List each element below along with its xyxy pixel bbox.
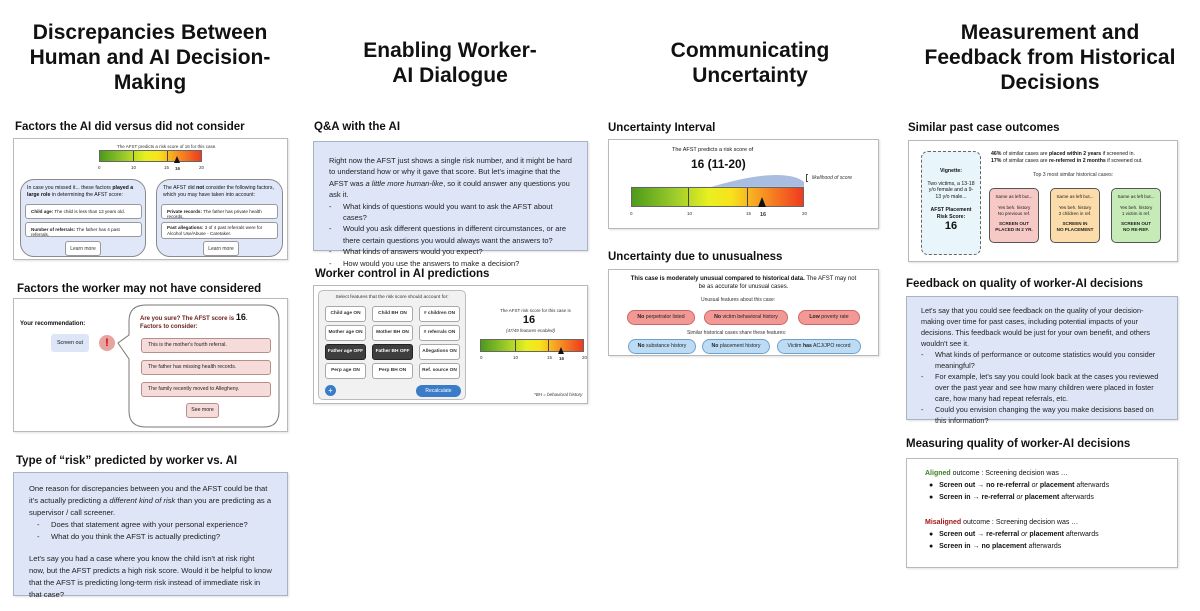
recommendation-label: Your recommendation: [20,321,86,327]
footnote: *BH = behavioral history [534,392,583,397]
section-heading: Type of “risk” predicted by worker vs. AI [16,455,238,467]
factor-item: Private records: The father has private health records. [161,204,278,219]
recalculate-button[interactable]: Recalculate [416,385,461,397]
column-measurement [900,0,1200,611]
top3-label: Top 3 most similar historical cases: [1033,172,1114,178]
section-heading: Q&A with the AI [314,121,401,133]
intro-text: consider the following factors, which you may have taken into account: [163,185,274,198]
risk-type-panel [13,472,288,599]
marker-label: 16 [760,212,767,218]
measuring-panel [906,458,1178,568]
column-uncertainty [600,0,900,611]
similar-case-card: Same as left but... Yes beh. history No previous ref. SCREEN OUT PLACED IN 2 YR. [989,188,1039,243]
risk-score: 16 [522,314,536,326]
tick-label: 15 [547,355,553,360]
column-title: Measurement and Feedback from Historical Decisions [924,21,1176,94]
risk-gauge [480,339,584,352]
outcome-stats: 46% of similar cases are placed within 2 years if screened in. 17% of similar cases are re-referred in 2 months if screened out. [991,151,1143,164]
tick-label: 0 [630,211,633,216]
score-interval: 16 (11-20) [691,157,746,171]
intro-bold: not [196,185,205,191]
score-marker-icon [558,347,564,354]
see-more-button[interactable]: See more [186,403,219,418]
factor-item: Child age: The child is less than 13 years old. [25,204,142,219]
feature-toggle[interactable]: Child BH ON [372,306,413,322]
similar-label: Similar historical cases share these features: [687,330,787,336]
likelihood-label: likelihood of score [812,175,853,181]
score-caption: The AFST risk score for this case is [500,308,571,313]
tick-label: 20 [199,165,205,170]
uncertainty-interval-panel [608,139,879,229]
add-feature-button[interactable]: + [325,385,336,396]
factors-ai-panel [13,138,288,260]
risk-gauge [631,187,804,207]
likelihood-bracket-icon [806,174,808,182]
similar-feature: No placement history [702,339,770,354]
unusual-lead: This case is moderately unusual compared to historical data. The AFST may not be as accurate for unusual cases. [630,276,857,290]
select-label: Select features that the risk score should account for: [335,295,449,300]
section-heading: Factors the AI did versus did not consider [15,121,245,133]
intro-text: in determining the AFST score: [50,192,123,198]
bullet: - For example, let's say you could look back at the cases you reviewed over the past year and see how many children were placed in foster care, how many had repeat referrals, etc. [921,371,1165,404]
aligned-heading: Aligned outcome : Screening decision was … [925,470,1068,477]
vignette-score: 16 [944,220,958,232]
intro-text: In case you missed it... these factors [27,185,113,191]
gauge-caption: The AFST predicts a risk score of 16 for this case. [117,144,217,149]
tick-label: 20 [802,211,808,216]
feature-toggle[interactable]: Perp age ON [325,363,366,379]
similar-feature: Victim has ACJ/JPO record [777,339,861,354]
section-heading: Factors the worker may not have considered [17,283,262,295]
feature-toggle[interactable]: Father age OFF [325,344,366,360]
tick-label: 10 [513,355,519,360]
risk-type-paragraph: One reason for discrepancies between you and the AFST could be that it's actually predicting a different kind of risk than you are predicting as a supervisor / call screener. [29,484,272,517]
tick-label: 20 [582,355,588,360]
feedback-paragraph: Let's say that you could see feedback on the quality of your decision-making over time for past cases, including potential impacts of your decisions. This feedback would be just for your own benefit, and others wouldn't see it. [921,306,1151,348]
feature-selector [318,290,466,400]
vignette-card [921,151,981,255]
bullet: - Does that statement agree with your personal experience? [37,519,272,531]
feature-toggle[interactable]: Father BH OFF [372,344,413,360]
vignette-label: Vignette: [939,168,963,174]
feature-toggle[interactable]: # children ON [419,306,460,322]
score-label: 16 [175,166,181,171]
not-considered-box [156,179,283,257]
aligned-item: ● Screen out → no re-referral or placement afterwards [929,482,1110,489]
past-outcomes-panel [908,140,1178,262]
section-heading: Measuring quality of worker-AI decisions [906,438,1131,450]
unusualness-panel [608,269,879,356]
factor-item: The family recently moved to Allegheny. [141,382,271,397]
section-heading: Worker control in AI predictions [315,268,490,280]
score-marker-icon [758,197,766,207]
bullet: - What kinds of performance or outcome statistics would you consider meaningful? [921,349,1165,371]
unusual-feature: Low poverty rate [798,310,860,325]
column-discrepancies [0,0,300,611]
learn-more-button[interactable]: Learn more [203,241,239,256]
intro-bold: played a large role [27,185,134,198]
tick-label: 10 [131,165,137,170]
feature-toggle[interactable]: Ref. source ON [419,363,460,379]
similar-feature: No substance history [628,339,696,354]
similar-case-card: Same as left but... Yes beh. history 1 victim in ref. SCREEN OUT NO RE-REF. [1111,188,1161,243]
unusual-feature: No perpetrator listed [627,310,695,325]
tick-label: 15 [164,165,170,170]
alert-icon: ! [99,335,115,351]
played-role-box [20,179,146,257]
worker-factors-panel [13,298,288,432]
feature-toggle[interactable]: Perp BH ON [372,363,413,379]
column-title: Discrepancies Between Human and AI Decision-Making [29,21,271,94]
risk-type-paragraph-2: Let's say you had a case where you know the child isn't at risk right now, but the AFST predicts a high risk score. Would it be helpful to know that the AFST is predicting long-term risk instead of immediate risk in that case? [29,554,272,599]
feature-toggle[interactable]: # referrals ON [419,325,460,341]
misaligned-list [929,529,1099,553]
vignette-text: Two victims, a 13-18 y/o female and a 9-13 y/o male... [927,180,975,200]
marker-label: 16 [559,356,565,361]
misaligned-heading: Misaligned outcome : Screening decision was … [925,519,1079,526]
caption: The AFST predicts a risk score of [672,147,754,153]
feedback-panel [906,296,1178,425]
aligned-list [929,480,1109,504]
worker-control-panel [313,285,588,404]
section-heading: Similar past case outcomes [908,122,1060,134]
are-you-sure-prompt: Are you sure? The AFST score is 16. Factors to consider: [140,312,248,330]
qa-paragraph: Right now the AFST just shows a single risk number, and it might be hard to understand how or why it gave that score. But let's imagine that the AFST was a little more human-like, so it could answer any questions you ask it. [329,156,572,200]
column-dialogue [300,0,600,611]
unusual-feature: No victim behavioral history [704,310,788,325]
recommendation-value[interactable]: Screen out [51,334,89,352]
bullet: - What kinds of answers would you expect? [329,246,572,257]
bullet: - What do you think the AFST is actually predicting? [37,531,272,543]
intro-text: The AFST did [163,185,197,191]
vignette-score-label: AFST Placement Risk Score: [930,207,972,220]
tick-label: 15 [746,211,752,216]
bullet: - Would you ask different questions in different circumstances, or are there certain questions you would always want the answers to? [329,223,572,246]
section-heading: Uncertainty Interval [608,122,716,134]
feature-toggle[interactable]: Child age ON [325,306,366,322]
feature-toggle[interactable]: Mother BH ON [372,325,413,341]
bullet: - How would you use the answers to make a decision? [329,258,572,269]
aligned-item: ● Screen in → re-referral or placement afterwards [929,494,1094,501]
tick-label: 10 [687,211,693,216]
section-heading: Feedback on quality of worker-AI decisions [906,278,1144,290]
score-marker-icon [174,156,180,163]
misaligned-item: ● Screen out → re-referral or placement afterwards [929,531,1099,538]
risk-gauge [99,150,202,162]
feature-toggle[interactable]: Mother age ON [325,325,366,341]
learn-more-button[interactable]: Learn more [65,241,101,256]
tick-label: 0 [98,165,101,170]
factor-item: Number of referrals: The father has 4 past referrals. [25,222,142,237]
feature-toggle[interactable]: Allegations ON [419,344,460,360]
factor-item: The father has missing health records. [141,360,271,375]
features-enabled: (47/49 features enabled) [506,328,556,333]
column-title: Enabling Worker-AI Dialogue [363,39,537,87]
factor-item: This is the mother's fourth referral. [141,338,271,353]
likelihood-curve [631,174,811,188]
factor-item: Past allegations: 3 of 4 past referrals were for Alcohol Use/Abuse - Caretaker. [161,222,278,239]
misaligned-item: ● Screen in → no placement afterwards [929,543,1062,550]
section-heading: Uncertainty due to unusualness [608,251,783,263]
bullet: - What kinds of questions would you want to ask the AFST about cases? [329,201,572,224]
similar-case-card: Same as left but... Yes beh. history 3 children in ref. SCREEN IN NO PLACEMENT [1050,188,1100,243]
tick-label: 0 [480,355,483,360]
qa-panel [313,141,588,268]
column-title: Communicating Uncertainty [670,39,830,87]
bullet: - Could you envision changing the way you make decisions based on this information? [921,404,1165,426]
unusual-label: Unusual features about this case: [701,297,776,303]
